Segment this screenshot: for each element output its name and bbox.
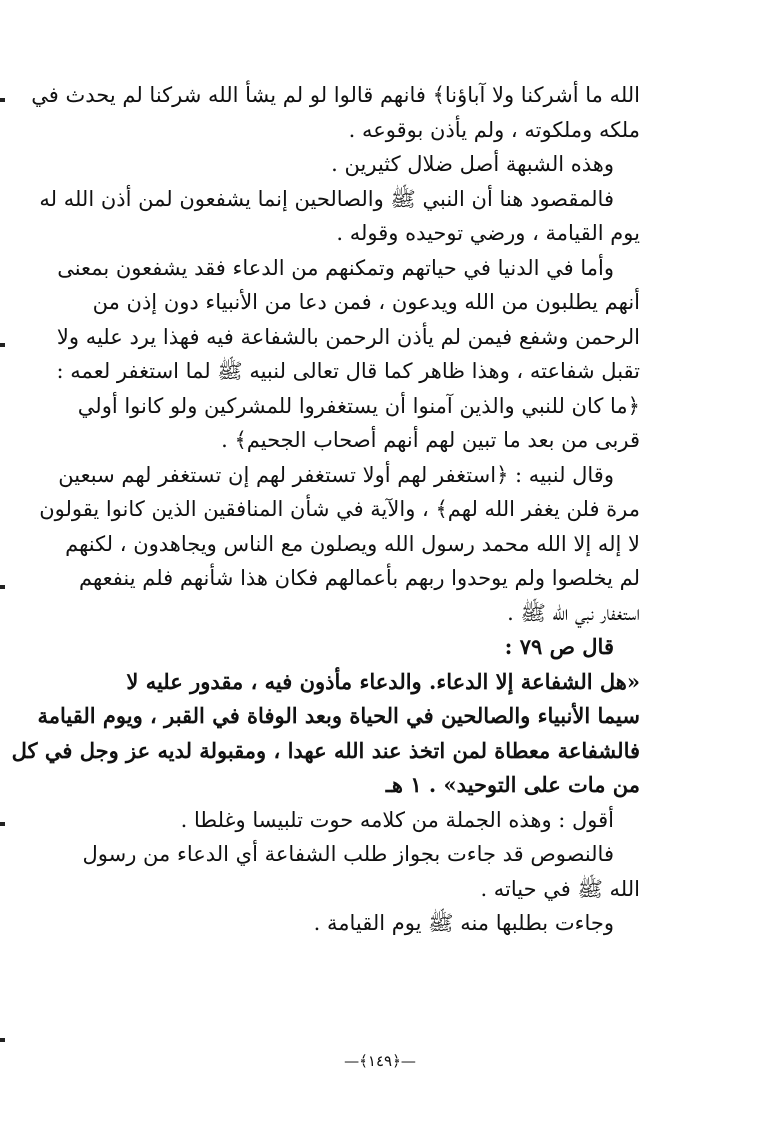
margin-mark: [0, 1038, 5, 1042]
margin-mark: [0, 585, 5, 589]
page-number: —﴿١٤٩﴾—: [344, 1052, 416, 1070]
text-line: استغفار نبي الله ﷺ .: [507, 600, 640, 625]
text-line: وهذه الشبهة أصل ضلال كثيرين .: [331, 152, 614, 176]
text-line: فالشفاعة معطاة لمن اتخذ عند الله عهدا ، ومقبولة لديه عز وجل في كل: [11, 737, 640, 763]
text-line: «هل الشفاعة إلا الدعاء. والدعاء مأذون فيه ، مقدور عليه لا: [126, 668, 640, 694]
text-line: قال ص ٧٩ :: [504, 634, 614, 659]
text-line: يوم القيامة ، ورضي توحيده وقوله .: [336, 221, 640, 245]
text-line: سيما الأنبياء والصالحين في الحياة وبعد الوفاة في القبر ، ويوم القيامة: [37, 703, 640, 728]
text-line: أنهم يطلبون من الله ويدعون ، فمن دعا من الأنبياء دون إذن من: [92, 290, 640, 314]
text-line: أقول : وهذه الجملة من كلامه حوت تلبيسا وغلطا .: [180, 807, 614, 832]
text-line: فالمقصود هنا أن النبي ﷺ والصالحين إنما يشفعون لمن أذن الله له: [39, 186, 614, 211]
text-line: وجاءت بطلبها منه ﷺ يوم القيامة .: [313, 911, 614, 935]
body-text: [11, 78, 640, 941]
margin-mark: [0, 822, 5, 826]
text-line: ملكه وملكوته ، ولم يأذن بوقوعه .: [348, 117, 640, 142]
text-line: الله ﷺ في حياته .: [480, 876, 640, 901]
text-line: لا إله إلا الله محمد رسول الله ويصلون مع الناس ويجاهدون ، لكنهم: [65, 531, 640, 556]
text-line: فالنصوص قد جاءت بجواز طلب الشفاعة أي الدعاء من رسول: [82, 842, 614, 866]
text-line: لم يخلصوا ولم يوحدوا ربهم بأعمالهم فكان هذا شأنهم فلم ينفعهم: [78, 566, 640, 590]
text-line: وقال لنبيه : ﴿استغفر لهم أولا تستغفر لهم إن تستغفر لهم سبعين: [58, 462, 614, 487]
text-line: وأما في الدنيا في حياتهم وتمكنهم من الدعاء فقد يشفعون بمعنى: [57, 255, 614, 280]
text-line: ﴿ما كان للنبي والذين آمنوا أن يستغفروا للمشركين ولو كانوا أولي: [77, 393, 640, 418]
text-line: الله ما أشركنا ولا آباؤنا﴾ فانهم قالوا لو لم يشأ الله شركنا لم يحدث في: [31, 83, 640, 107]
text-line: الرحمن وشفع فيمن لم يأذن الرحمن بالشفاعة فيه فهذا يرد عليه ولا: [56, 324, 640, 349]
margin-mark: [0, 98, 5, 102]
margin-mark: [0, 343, 5, 347]
text-line: من مات على التوحيد» . ١ هـ: [385, 772, 640, 797]
text-line: قربى من بعد ما تبين لهم أنهم أصحاب الجحيم﴾ .: [221, 428, 640, 452]
text-line: مرة فلن يغفر الله لهم﴾ ، والآية في شأن المنافقين الذين كانوا يقولون: [39, 497, 640, 521]
text-line: تقبل شفاعته ، وهذا ظاهر كما قال تعالى لنبيه ﷺ لما استغفر لعمه :: [56, 359, 640, 383]
